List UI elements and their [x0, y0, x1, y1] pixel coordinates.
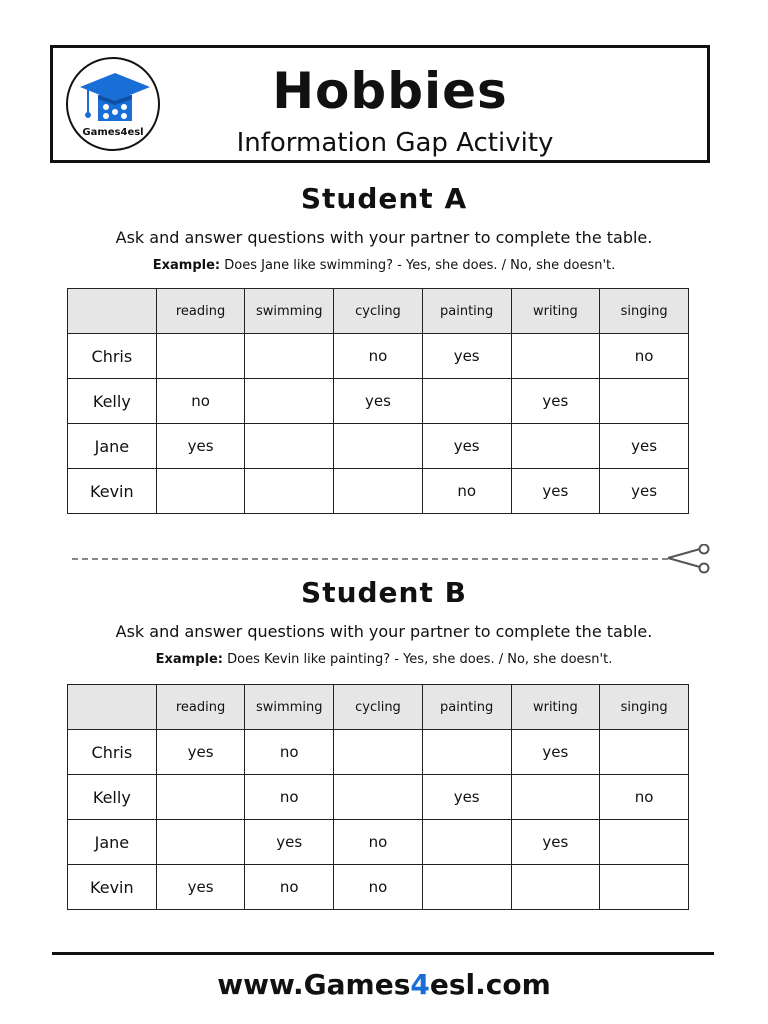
student-b-table — [67, 684, 689, 910]
table-cell[interactable] — [422, 865, 511, 910]
student-a-instruction: Ask and answer questions with your partner to complete the table. — [115, 228, 653, 247]
example-label: Example: — [155, 652, 223, 667]
column-header: cycling — [334, 685, 423, 730]
table-cell[interactable] — [245, 469, 334, 514]
table-row — [68, 865, 689, 910]
row-name: Jane — [68, 424, 157, 469]
table-cell[interactable] — [156, 820, 245, 865]
table-cell[interactable] — [511, 865, 600, 910]
table-cell[interactable]: yes — [511, 820, 600, 865]
table-row — [68, 775, 689, 820]
table-cell[interactable]: yes — [156, 730, 245, 775]
table-cell[interactable]: no — [600, 334, 689, 379]
example-text: Does Jane like swimming? - Yes, she does. / No, she doesn't. — [220, 258, 616, 273]
scissors-icon — [666, 544, 712, 576]
footer-url-accent: 4 — [410, 968, 430, 1001]
student-a-example — [0, 258, 768, 273]
table-header-row — [68, 685, 689, 730]
corner-cell — [68, 685, 157, 730]
table-cell[interactable]: yes — [511, 469, 600, 514]
column-header: cycling — [334, 289, 423, 334]
table-row — [68, 820, 689, 865]
column-header: swimming — [245, 289, 334, 334]
table-cell[interactable] — [600, 730, 689, 775]
table-cell[interactable] — [245, 334, 334, 379]
table-cell[interactable]: no — [245, 730, 334, 775]
column-header: singing — [600, 685, 689, 730]
table-cell[interactable] — [156, 469, 245, 514]
page-title: Hobbies — [272, 62, 508, 120]
table-cell[interactable] — [600, 865, 689, 910]
column-header: writing — [511, 685, 600, 730]
column-header: singing — [600, 289, 689, 334]
table-cell[interactable]: no — [245, 865, 334, 910]
table-cell[interactable]: yes — [600, 424, 689, 469]
row-name: Jane — [68, 820, 157, 865]
table-cell[interactable]: yes — [600, 469, 689, 514]
table-row — [68, 334, 689, 379]
table-cell[interactable]: yes — [422, 334, 511, 379]
table-row — [68, 424, 689, 469]
table-cell[interactable] — [422, 379, 511, 424]
row-name: Chris — [68, 730, 157, 775]
logo-text: Games4esl — [82, 127, 144, 138]
table-cell[interactable] — [511, 424, 600, 469]
column-header: reading — [156, 289, 245, 334]
table-cell[interactable] — [245, 424, 334, 469]
table-cell[interactable] — [422, 820, 511, 865]
table-cell[interactable]: no — [245, 775, 334, 820]
table-cell[interactable]: yes — [511, 379, 600, 424]
table-cell[interactable] — [511, 775, 600, 820]
table-cell[interactable] — [156, 334, 245, 379]
table-cell[interactable]: yes — [245, 820, 334, 865]
table-row — [68, 469, 689, 514]
table-cell[interactable]: yes — [156, 865, 245, 910]
table-cell[interactable]: no — [334, 334, 423, 379]
footer-url-prefix: www.Games — [217, 968, 411, 1001]
student-b-example — [0, 652, 768, 667]
table-cell[interactable] — [334, 424, 423, 469]
table-cell[interactable] — [245, 379, 334, 424]
table-cell[interactable]: yes — [334, 379, 423, 424]
table-cell[interactable] — [334, 469, 423, 514]
table-cell[interactable]: no — [156, 379, 245, 424]
example-text: Does Kevin like painting? - Yes, she does. / No, she doesn't. — [223, 652, 613, 667]
row-name: Kevin — [68, 865, 157, 910]
cut-line — [72, 558, 668, 560]
page-subtitle: Information Gap Activity — [236, 128, 554, 158]
table-cell[interactable]: yes — [156, 424, 245, 469]
table-cell[interactable]: no — [422, 469, 511, 514]
student-a-title: Student A — [300, 182, 468, 215]
column-header: painting — [422, 685, 511, 730]
table-cell[interactable]: no — [334, 820, 423, 865]
corner-cell — [68, 289, 157, 334]
column-header: painting — [422, 289, 511, 334]
table-header-row — [68, 289, 689, 334]
table-cell[interactable] — [156, 775, 245, 820]
column-header: writing — [511, 289, 600, 334]
footer-divider — [52, 952, 714, 955]
row-name: Kelly — [68, 775, 157, 820]
row-name: Kelly — [68, 379, 157, 424]
table-cell[interactable] — [600, 379, 689, 424]
table-cell[interactable] — [511, 334, 600, 379]
table-cell[interactable] — [422, 730, 511, 775]
header-box — [50, 45, 710, 163]
row-name: Chris — [68, 334, 157, 379]
table-cell[interactable]: no — [334, 865, 423, 910]
column-header: reading — [156, 685, 245, 730]
table-cell[interactable]: yes — [422, 424, 511, 469]
table-row — [68, 730, 689, 775]
table-row — [68, 379, 689, 424]
table-cell[interactable]: no — [600, 775, 689, 820]
table-cell[interactable] — [334, 730, 423, 775]
table-cell[interactable]: yes — [422, 775, 511, 820]
footer-url-suffix: esl.com — [429, 968, 551, 1001]
example-label: Example: — [152, 258, 221, 273]
table-cell[interactable]: yes — [511, 730, 600, 775]
column-header: swimming — [245, 685, 334, 730]
table-cell[interactable] — [334, 775, 423, 820]
student-a-table — [67, 288, 689, 514]
footer-url[interactable] — [0, 968, 768, 1001]
row-name: Kevin — [68, 469, 157, 514]
student-b-title: Student B — [301, 576, 467, 609]
table-cell[interactable] — [600, 820, 689, 865]
student-b-instruction: Ask and answer questions with your partner to complete the table. — [115, 622, 653, 641]
